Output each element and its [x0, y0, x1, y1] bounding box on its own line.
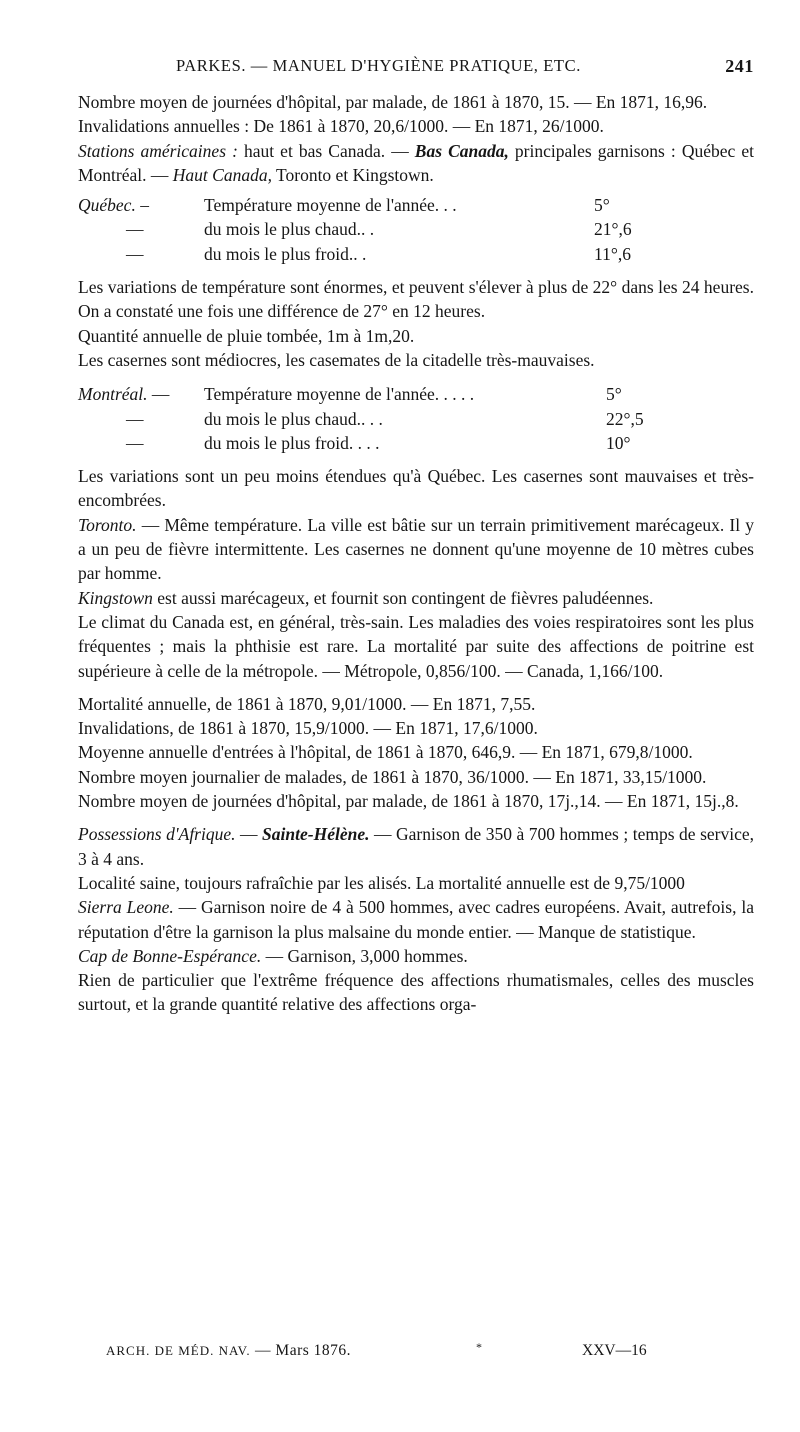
dash: —	[126, 408, 144, 429]
montreal-temperature-table	[78, 382, 754, 455]
temperature-label: Température moyenne de l'année. . .	[204, 195, 457, 216]
dash: —	[147, 384, 170, 405]
paragraph: Le climat du Canada est, en général, très-sain. Les maladies des voies respiratoires sont les plus fréquentes ; mais la phthisie est rare. La mortalité par suite des affections de poitrine est supérieure à celle de la métropole. — Métropole, 0,856/100. — Canada, 1,166/100.	[78, 611, 754, 681]
paragraph-text: — Garnison, 3,000 hommes.	[261, 945, 468, 966]
city-label: Montréal.	[78, 384, 148, 405]
paragraph: Invalidations, de 1861 à 1870, 15,9/1000. — En 1871, 17,6/1000.	[78, 718, 538, 739]
temperature-row	[78, 382, 754, 406]
section-label: Kingstown	[78, 587, 153, 608]
section-label: Haut Canada,	[172, 164, 272, 185]
paragraph: Les variations de température sont énormes, et peuvent s'élever à plus de 22° dans les 24 heures. On a constaté une fois une différence de 27° en 12 heures.	[78, 277, 754, 322]
paragraph	[78, 139, 754, 188]
text-body	[78, 90, 754, 1017]
paragraph	[78, 513, 754, 586]
section-label: Bas Canada,	[414, 140, 509, 161]
temperature-label: du mois le plus chaud.. .	[204, 219, 375, 240]
paragraph	[78, 586, 754, 610]
paragraph: Nombre moyen journalier de malades, de 1861 à 1870, 36/1000. — En 1871, 33,15/1000.	[78, 766, 707, 787]
journal-name: ARCH. DE MÉD. NAV.	[106, 1343, 251, 1358]
paragraph: Moyenne annuelle d'entrées à l'hôpital, de 1861 à 1870, 646,9. — En 1871, 679,8/1000.	[78, 742, 693, 763]
dash: —	[126, 243, 144, 264]
temperature-value: 5°	[606, 384, 622, 405]
section-label: Stations américaines :	[78, 140, 238, 161]
paragraph: Les variations sont un peu moins étendues qu'à Québec. Les casernes sont mauvaises et très-encombrées.	[78, 466, 754, 511]
printer-mark: *	[476, 1340, 482, 1354]
temperature-row	[78, 407, 754, 431]
paragraph	[78, 822, 754, 871]
paragraph-text: — Même température. La ville est bâtie sur un terrain primitivement marécageux. Il y a un peu de fièvre intermittente. Les casernes ne donnent qu'une moyenne de 10 mètres cubes par homme.	[78, 514, 754, 584]
section-label: Possessions d'Afrique.	[78, 824, 236, 845]
paragraph: Localité saine, toujours rafraîchie par les alisés. La mortalité annuelle est de 9,75/1000	[78, 872, 685, 893]
temperature-row	[78, 242, 754, 266]
paragraph: Nombre moyen de journées d'hôpital, par malade, de 1861 à 1870, 15. — En 1871, 16,96.	[78, 92, 708, 112]
paragraph: Nombre moyen de journées d'hôpital, par malade, de 1861 à 1870, 17j.,14. — En 1871, 15j.,8.	[78, 791, 739, 812]
paragraph-text: — Garnison de 350 à 700 hommes ; temps de service, 3 à 4 ans.	[78, 824, 755, 869]
section-label: Sainte-Hélène.	[262, 824, 370, 845]
section-label: Toronto.	[78, 514, 137, 535]
section-label: Sierra Leone.	[78, 897, 174, 918]
paragraph-text: principales garnisons : Québec et Montréal. —	[78, 140, 754, 185]
running-header	[78, 56, 754, 82]
paragraph-text: Toronto et Kingstown.	[271, 164, 434, 185]
temperature-row	[78, 431, 754, 455]
paragraph-text: haut et bas Canada. —	[237, 140, 415, 161]
temperature-value: 22°,5	[606, 408, 644, 429]
temperature-label: du mois le plus froid. . . .	[204, 432, 380, 453]
paragraph: Rien de particulier que l'extrême fréquence des affections rhumatismales, celles des muscles surtout, et la grande quantité relative des affections orga-	[78, 970, 754, 1015]
section-label: Cap de Bonne-Espérance.	[78, 945, 262, 966]
paragraph: Les casernes sont médiocres, les casemates de la citadelle très-mauvaises.	[78, 349, 595, 370]
dash: —	[126, 219, 144, 240]
dash: —	[126, 432, 144, 453]
issue-date: — Mars 1876.	[250, 1342, 352, 1359]
paragraph-text: —	[235, 824, 263, 845]
city-label: Québec.	[78, 195, 136, 216]
temperature-row	[78, 217, 754, 241]
page-number: 241	[725, 56, 754, 76]
paragraph: Quantité annuelle de pluie tombée, 1m à 1m,20.	[78, 325, 415, 346]
temperature-value: 5°	[594, 195, 610, 216]
paragraph	[78, 944, 754, 968]
temperature-value: 10°	[606, 432, 631, 453]
page	[78, 56, 754, 1017]
quebec-temperature-table	[78, 193, 754, 266]
paragraph-text: est aussi marécageux, et fournit son contingent de fièvres paludéennes.	[152, 587, 654, 608]
paragraph: Mortalité annuelle, de 1861 à 1870, 9,01/1000. — En 1871, 7,55.	[78, 693, 536, 714]
signature-mark: XXV—16	[582, 1342, 647, 1359]
temperature-value: 11°,6	[594, 243, 631, 264]
temperature-row	[78, 193, 754, 217]
temperature-label: Température moyenne de l'année. . . . .	[204, 384, 475, 405]
temperature-label: du mois le plus chaud.. . .	[204, 408, 383, 429]
dash: –	[135, 195, 149, 216]
paragraph-text: — Garnison noire de 4 à 500 hommes, avec cadres européens. Avait, autrefois, la réputation d'être la garnison la plus malsaine du monde entier. — Manque de statistique.	[78, 897, 754, 942]
temperature-value: 21°,6	[594, 219, 632, 240]
paragraph	[78, 895, 754, 944]
running-title: PARKES. — MANUEL D'HYGIÈNE PRATIQUE, ETC.	[176, 56, 581, 75]
temperature-label: du mois le plus froid.. .	[204, 243, 367, 264]
paragraph: Invalidations annuelles : De 1861 à 1870, 20,6/1000. — En 1871, 26/1000.	[78, 116, 604, 137]
